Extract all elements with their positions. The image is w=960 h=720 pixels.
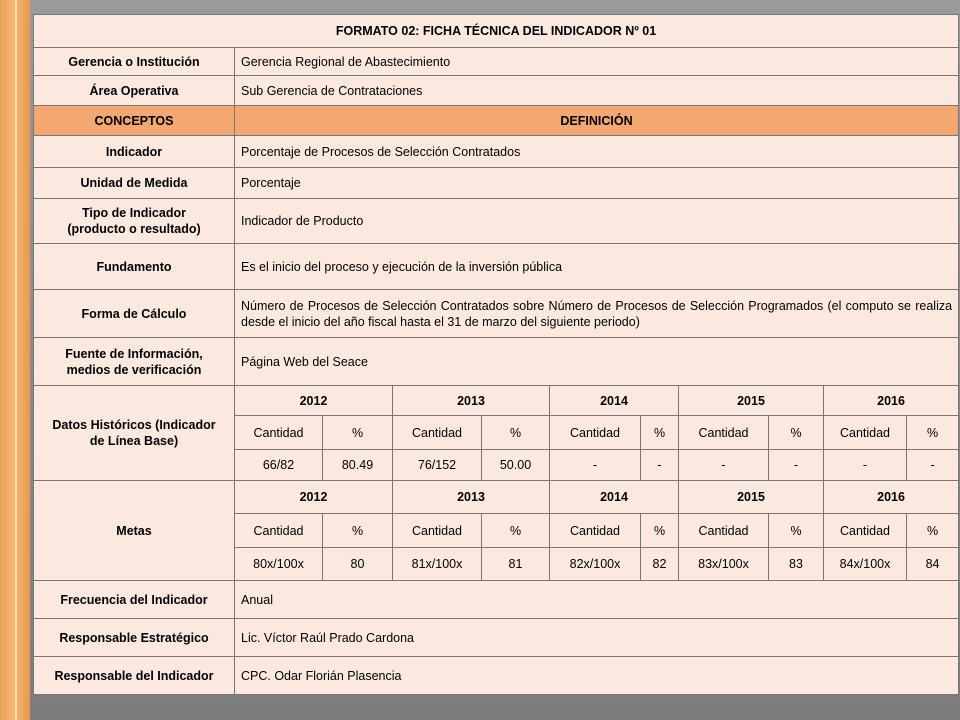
year-cell: 2014 (550, 481, 679, 514)
sub-header-cell: % (323, 514, 393, 548)
year-cell: 2015 (679, 386, 824, 416)
year-cell: 2016 (824, 386, 959, 416)
year-cell: 2016 (824, 481, 959, 514)
row-value: Porcentaje de Procesos de Selección Contratados (235, 136, 959, 168)
sub-header-cell: % (907, 416, 959, 450)
historic-label (34, 386, 235, 481)
sub-header-cell: Cantidad (824, 514, 907, 548)
table-row (34, 290, 959, 338)
sub-header-cell: % (641, 514, 679, 548)
sub-header-cell: % (323, 416, 393, 450)
row-label: Indicador (34, 136, 235, 168)
row-label: Fundamento (34, 244, 235, 290)
row-value: Es el inicio del proceso y ejecución de la inversión pública (235, 244, 959, 290)
table-row (34, 581, 959, 619)
value-cell: 80x/100x (235, 548, 323, 581)
row-label: Área Operativa (34, 76, 235, 106)
sub-header-cell: % (769, 416, 824, 450)
goals-label: Metas (34, 481, 235, 581)
sub-header-cell: Cantidad (824, 416, 907, 450)
goals-years-row (34, 481, 959, 514)
sub-header-cell: Cantidad (393, 514, 482, 548)
historic-label-line: de Línea Base) (89, 434, 179, 448)
value-cell: - (679, 450, 769, 481)
value-cell: 80.49 (323, 450, 393, 481)
year-cell: 2012 (235, 386, 393, 416)
row-value: Lic. Víctor Raúl Prado Cardona (235, 619, 959, 657)
value-cell: 81x/100x (393, 548, 482, 581)
row-value: Página Web del Seace (235, 338, 959, 386)
row-value: Gerencia Regional de Abastecimiento (235, 48, 959, 76)
table-row (34, 619, 959, 657)
row-label-line: Tipo de Indicador (82, 206, 186, 220)
sub-header-cell: Cantidad (679, 416, 769, 450)
value-cell: 82x/100x (550, 548, 641, 581)
historic-label-line: Datos Históricos (Indicador (52, 418, 216, 432)
sub-header-cell: % (769, 514, 824, 548)
row-value: Indicador de Producto (235, 199, 959, 244)
table-row (34, 168, 959, 199)
sub-header-cell: Cantidad (235, 514, 323, 548)
value-cell: 81 (482, 548, 550, 581)
row-value: Porcentaje (235, 168, 959, 199)
sub-header-cell: Cantidad (235, 416, 323, 450)
sub-header-cell: % (641, 416, 679, 450)
value-cell: 76/152 (393, 450, 482, 481)
accent-bar (0, 0, 30, 720)
year-cell: 2015 (679, 481, 824, 514)
table-row (34, 136, 959, 168)
value-cell: 83x/100x (679, 548, 769, 581)
value-cell: 83 (769, 548, 824, 581)
table-row (34, 76, 959, 106)
row-value: Sub Gerencia de Contrataciones (235, 76, 959, 106)
row-value: Anual (235, 581, 959, 619)
value-cell: - (907, 450, 959, 481)
sub-header-cell: % (907, 514, 959, 548)
row-label: Unidad de Medida (34, 168, 235, 199)
row-label: Responsable Estratégico (34, 619, 235, 657)
table-header-row (34, 106, 959, 136)
value-cell: - (641, 450, 679, 481)
sheet-title: FORMATO 02: FICHA TÉCNICA DEL INDICADOR Nº 01 (34, 15, 959, 48)
row-value: Número de Procesos de Selección Contratados sobre Número de Procesos de Selección Programados (el computo se realiza desde el inicio del año fiscal hasta el 31 de marzo del siguiente periodo) (235, 290, 959, 338)
indicator-sheet-table (33, 14, 959, 695)
row-label (34, 338, 235, 386)
table-row (34, 657, 959, 695)
sub-header-cell: Cantidad (393, 416, 482, 450)
row-label: Forma de Cálculo (34, 290, 235, 338)
row-label: Responsable del Indicador (34, 657, 235, 695)
row-label (34, 199, 235, 244)
value-cell: 50.00 (482, 450, 550, 481)
row-label-line: medios de verificación (66, 362, 202, 377)
table-row (34, 48, 959, 76)
year-cell: 2014 (550, 386, 679, 416)
sub-header-cell: % (482, 416, 550, 450)
table-row (34, 244, 959, 290)
year-cell: 2013 (393, 386, 550, 416)
year-cell: 2013 (393, 481, 550, 514)
historic-years-row (34, 386, 959, 416)
sub-header-cell: Cantidad (550, 416, 641, 450)
row-value: CPC. Odar Florián Plasencia (235, 657, 959, 695)
row-label: Gerencia o Institución (34, 48, 235, 76)
row-label-line: (producto o resultado) (67, 222, 201, 236)
sub-header-cell: % (482, 514, 550, 548)
sub-header-cell: Cantidad (550, 514, 641, 548)
value-cell: 82 (641, 548, 679, 581)
row-label-line: Fuente de Información, (65, 346, 203, 361)
row-label: Frecuencia del Indicador (34, 581, 235, 619)
value-cell: 80 (323, 548, 393, 581)
value-cell: - (824, 450, 907, 481)
value-cell: 66/82 (235, 450, 323, 481)
value-cell: - (769, 450, 824, 481)
table-row (34, 199, 959, 244)
table-row (34, 338, 959, 386)
sub-header-cell: Cantidad (679, 514, 769, 548)
value-cell: - (550, 450, 641, 481)
year-cell: 2012 (235, 481, 393, 514)
value-cell: 84x/100x (824, 548, 907, 581)
header-definition: DEFINICIÓN (235, 106, 959, 136)
value-cell: 84 (907, 548, 959, 581)
header-concepts: CONCEPTOS (34, 106, 235, 136)
